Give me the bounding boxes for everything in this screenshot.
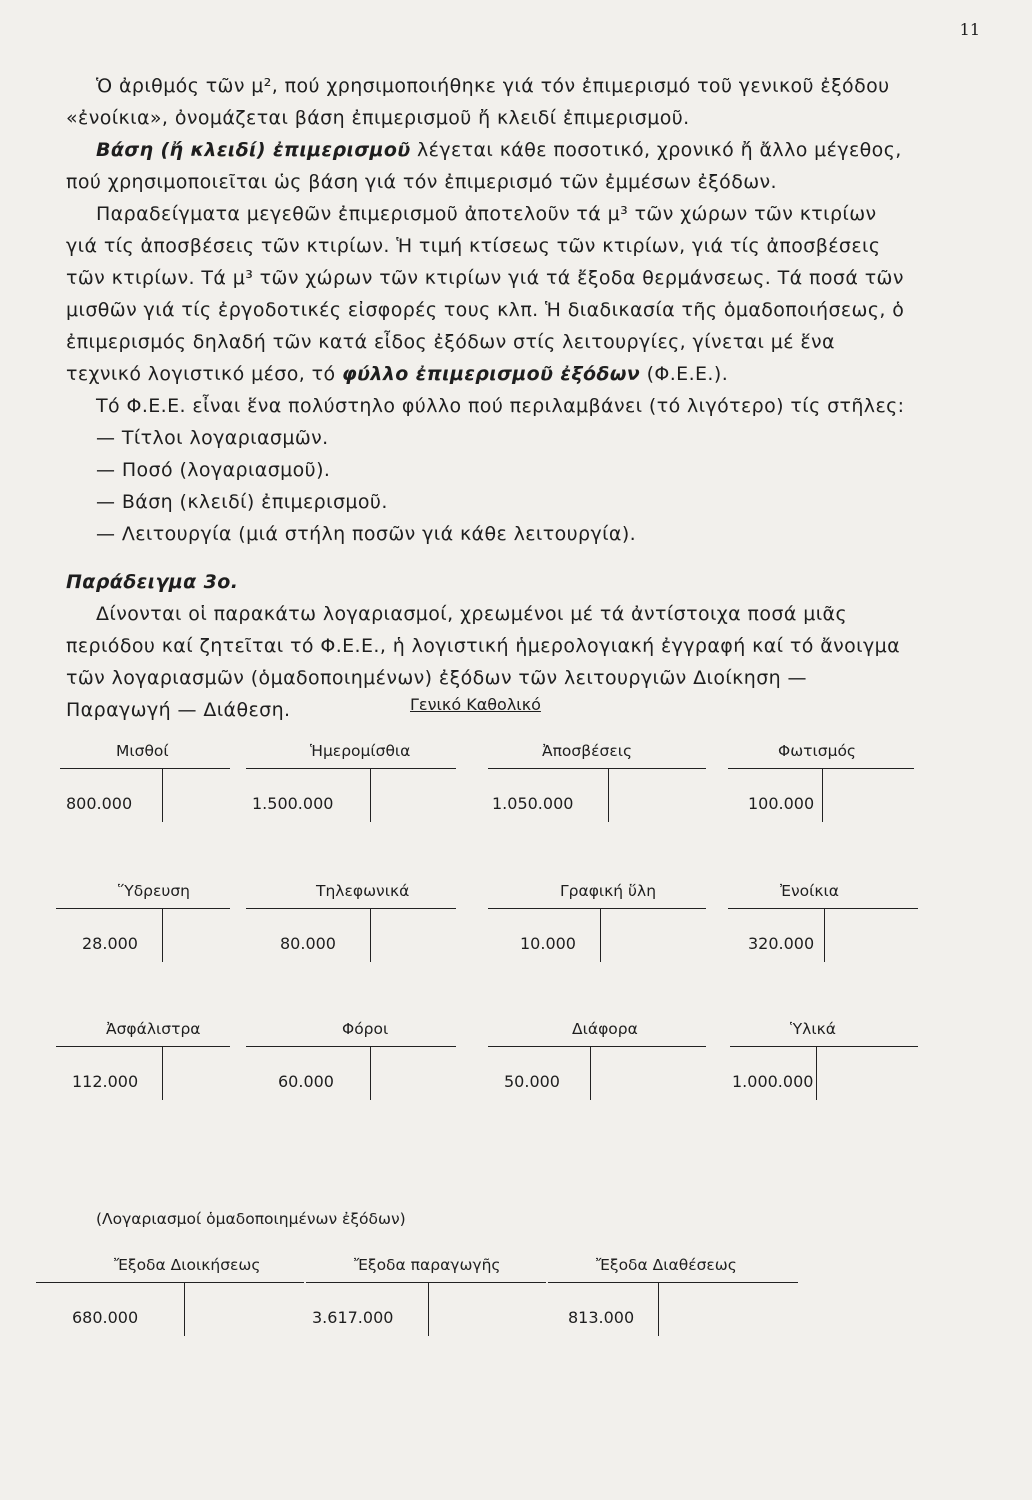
account-amount: 80.000 bbox=[280, 934, 336, 953]
t-account-line bbox=[60, 768, 230, 769]
t-account bbox=[730, 1020, 918, 1110]
account-amount: 1.000.000 bbox=[732, 1072, 814, 1091]
list-item: — Τίτλοι λογαριασμῶν. bbox=[96, 427, 329, 449]
account-name: Ἐνοίκια bbox=[780, 882, 840, 900]
paragraph-1: Ὁ ἀριθμός τῶν μ², πού χρησιμοποιήθηκε γιά τόν ἐπιμερισμό τοῦ γενικοῦ ἐξόδου «ἐνοίκια», ὀνομάζεται βάση ἐπιμερισμοῦ ἤ κλειδί ἐπιμερισμοῦ. bbox=[66, 75, 890, 129]
paragraph-4: Τό Φ.Ε.Ε. εἶναι ἕνα πολύστηλο φύλλο πού περιλαμβάνει (τό λιγότερο) τίς στῆλες: bbox=[96, 395, 905, 417]
account-name: Γραφική ὕλη bbox=[560, 882, 657, 900]
t-account bbox=[728, 742, 914, 832]
list-item: — Βάση (κλειδί) ἐπιμερισμοῦ. bbox=[96, 491, 388, 513]
account-name: Ἡμερομίσθια bbox=[310, 742, 411, 760]
account-name: Διάφορα bbox=[572, 1020, 638, 1038]
t-account-stem bbox=[162, 768, 163, 822]
account-name: Ὑλικά bbox=[790, 1020, 836, 1038]
t-account-stem bbox=[370, 1046, 371, 1100]
t-account bbox=[488, 1020, 706, 1110]
account-name: Ἀποσβέσεις bbox=[542, 742, 633, 760]
t-account-line bbox=[36, 1282, 304, 1283]
t-account bbox=[488, 742, 706, 832]
t-account bbox=[60, 742, 230, 832]
body-text bbox=[66, 70, 906, 726]
account-name: Τηλεφωνικά bbox=[316, 882, 410, 900]
t-account bbox=[246, 742, 456, 832]
t-account-stem bbox=[608, 768, 609, 822]
t-account-stem bbox=[428, 1282, 429, 1336]
t-account-line bbox=[306, 1282, 546, 1283]
t-account-stem bbox=[162, 1046, 163, 1100]
account-amount: 50.000 bbox=[504, 1072, 560, 1091]
t-account-stem bbox=[822, 768, 823, 822]
account-name: Ὕδρευση bbox=[118, 882, 191, 900]
account-amount: 100.000 bbox=[748, 794, 815, 813]
t-account bbox=[56, 882, 230, 972]
t-account-line bbox=[246, 908, 456, 909]
paragraph-2-rest: λέγεται κάθε ποσοτικό, χρονικό ἤ ἄλλο μέγεθος, πού χρησιμοποιεῖται ὡς βάση γιά τόν ἐπιμερισμό τῶν ἐμμέσων ἐξόδων. bbox=[66, 139, 902, 193]
t-account-line bbox=[728, 768, 914, 769]
account-amount: 3.617.000 bbox=[312, 1308, 394, 1327]
t-account-stem bbox=[590, 1046, 591, 1100]
t-account-line bbox=[548, 1282, 798, 1283]
paragraph-3 bbox=[66, 198, 906, 390]
account-amount: 680.000 bbox=[72, 1308, 139, 1327]
t-account bbox=[728, 882, 918, 972]
t-account bbox=[36, 1256, 304, 1346]
t-account bbox=[306, 1256, 546, 1346]
account-amount: 28.000 bbox=[82, 934, 138, 953]
grouped-accounts-title: (Λογαριασμοί ὁμαδοποιημένων ἐξόδων) bbox=[96, 1210, 406, 1228]
paragraph-3-text: Παραδείγματα μεγεθῶν ἐπιμερισμοῦ ἀποτελοῦν τά μ³ τῶν χώρων τῶν κτιρίων γιά τίς ἀποσβέσεις τῶν κτιρίων. Ἡ τιμή κτίσεως τῶν κτιρίων, γιά τίς ἀποσβέσεις τῶν κτιρίων. Τά μ³ τῶν χώρων τῶν κτιρίων γιά τά ἔξοδα θερμάνσεως. Τά ποσά τῶν μισθῶν γιά τίς ἐργοδοτικές εἰσφορές τους κλπ. Ἡ διαδικασία τῆς ὁμαδοποιήσεως, ὁ ἐπιμερισμός δηλαδή τῶν κατά εἶδος ἐξόδων στίς λειτουργίες, γίνεται μέ ἕνα τεχνικό λογιστικό μέσο, τό bbox=[66, 203, 905, 385]
paragraph-2 bbox=[66, 134, 906, 198]
t-account-line bbox=[488, 768, 706, 769]
account-name: Ἔξοδα παραγωγῆς bbox=[354, 1256, 501, 1274]
t-account-stem bbox=[816, 1046, 817, 1100]
account-amount: 1.500.000 bbox=[252, 794, 334, 813]
t-account-line bbox=[728, 908, 918, 909]
t-account-stem bbox=[658, 1282, 659, 1336]
account-amount: 60.000 bbox=[278, 1072, 334, 1091]
t-account-line bbox=[730, 1046, 918, 1047]
t-account-stem bbox=[184, 1282, 185, 1336]
list-item: — Ποσό (λογαριασμοῦ). bbox=[96, 459, 331, 481]
account-amount: 320.000 bbox=[748, 934, 815, 953]
account-amount: 112.000 bbox=[72, 1072, 139, 1091]
account-name: Φόροι bbox=[342, 1020, 389, 1038]
t-account bbox=[246, 1020, 456, 1110]
t-account bbox=[246, 882, 456, 972]
general-ledger-title: Γενικό Καθολικό bbox=[410, 695, 541, 714]
list-item: — Λειτουργία (μιά στήλη ποσῶν γιά κάθε λειτουργία). bbox=[96, 523, 637, 545]
account-name: Φωτισμός bbox=[778, 742, 857, 760]
t-account-line bbox=[488, 1046, 706, 1047]
example-title: Παράδειγμα 3ο. bbox=[66, 571, 239, 593]
t-account-line bbox=[246, 768, 456, 769]
t-account-stem bbox=[162, 908, 163, 962]
t-account bbox=[56, 1020, 230, 1110]
paragraph-3-end: (Φ.Ε.Ε.). bbox=[640, 363, 729, 385]
t-account bbox=[488, 882, 706, 972]
paragraph-5: Δίνονται οἱ παρακάτω λογαριασμοί, χρεωμένοι μέ τά ἀντίστοιχα ποσά μιᾶς περιόδου καί ζητεῖται τό Φ.Ε.Ε., ἡ λογιστική ἡμερολογιακή ἐγγραφή καί τό ἄνοιγμα τῶν λογαριασμῶν (ὁμαδοποιημένων) ἐξόδων τῶν λειτουργιῶν Διοίκηση — Παραγωγή — Διάθεση. bbox=[66, 603, 901, 721]
account-name: Ἔξοδα Διαθέσεως bbox=[596, 1256, 737, 1274]
account-amount: 10.000 bbox=[520, 934, 576, 953]
t-account-line bbox=[246, 1046, 456, 1047]
account-name: Ἀσφάλιστρα bbox=[106, 1020, 201, 1038]
account-amount: 800.000 bbox=[66, 794, 133, 813]
t-account-stem bbox=[370, 768, 371, 822]
t-account-stem bbox=[824, 908, 825, 962]
t-account-line bbox=[488, 908, 706, 909]
t-account-line bbox=[56, 908, 230, 909]
account-amount: 1.050.000 bbox=[492, 794, 574, 813]
account-name: Ἔξοδα Διοικήσεως bbox=[114, 1256, 261, 1274]
account-name: Μισθοί bbox=[116, 742, 169, 760]
t-account-stem bbox=[600, 908, 601, 962]
t-account bbox=[548, 1256, 798, 1346]
t-account-line bbox=[56, 1046, 230, 1047]
page-number: 11 bbox=[959, 20, 980, 39]
account-amount: 813.000 bbox=[568, 1308, 635, 1327]
term-bold: Βάση (ἤ κλειδί) ἐπιμερισμοῦ bbox=[96, 139, 411, 161]
term-bold-2: φύλλο ἐπιμερισμοῦ ἐξόδων bbox=[341, 363, 641, 385]
t-account-stem bbox=[370, 908, 371, 962]
